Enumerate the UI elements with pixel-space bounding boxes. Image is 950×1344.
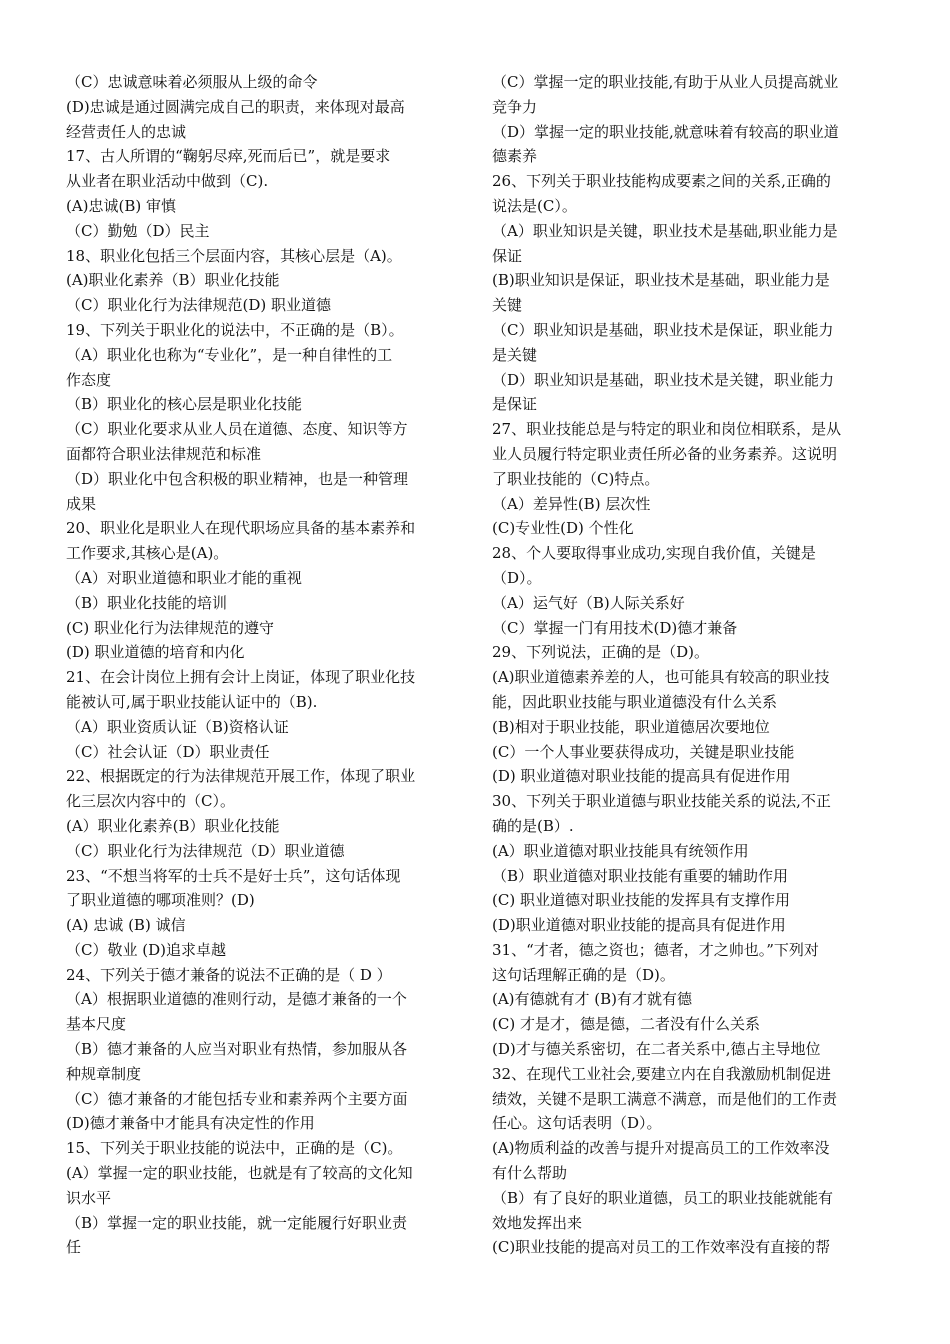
text-line: 30、下列关于职业道德与职业技能关系的说法,不正	[492, 792, 831, 811]
text-line: 关键	[492, 296, 523, 315]
text-line: 绩效，关键不是职工满意不满意，而是他们的工作责	[492, 1089, 838, 1108]
text-line: (D) 职业道德的培育和内化	[66, 643, 245, 662]
text-line: 化三层次内容中的（C）。	[66, 792, 235, 811]
text-line: 作态度	[66, 370, 112, 389]
text-line: (C)专业性(D) 个性化	[492, 519, 634, 538]
text-line: （D）职业知识是基础，职业技术是关键，职业能力	[492, 370, 835, 389]
text-line: （C）掌握一门有用技术(D)德才兼备	[492, 618, 738, 637]
text-line: （A）职业化也称为“专业化”，是一种自律性的工	[66, 345, 393, 364]
text-line: 任	[66, 1238, 82, 1257]
text-line: 27、职业技能总是与特定的职业和岗位相联系，是从	[492, 420, 842, 439]
text-line: （B）德才兼备的人应当对职业有热情，参加服从各	[66, 1040, 408, 1059]
text-line: 28、个人要取得事业成功,实现自我价值，关键是	[492, 544, 816, 563]
text-line: （C）社会认证（D）职业责任	[66, 742, 270, 761]
text-line: (A)物质利益的改善与提升对提高员工的工作效率没	[492, 1139, 830, 1158]
text-line: 从业者在职业活动中做到（C).	[66, 172, 269, 191]
text-line: （D）。	[492, 568, 542, 587]
text-line: 业人员履行特定职业责任所必备的业务素养。这说明	[492, 444, 838, 463]
text-line: 是关键	[492, 345, 538, 364]
text-line: （A）差异性(B) 层次性	[492, 494, 651, 513]
text-line: (C）一个人事业要获得成功，关键是职业技能	[492, 742, 795, 761]
text-line: （B）有了良好的职业道德，员工的职业技能就能有	[492, 1188, 834, 1207]
text-line: (D) 职业道德对职业技能的提高具有促进作用	[492, 767, 791, 786]
text-line: （C）勤勉（D）民主	[66, 221, 210, 240]
text-line: 基本尺度	[66, 1015, 127, 1034]
text-line: 21、在会计岗位上拥有会计上岗证，体现了职业化技	[66, 668, 416, 687]
text-line: 了职业道德的哪项准则？(D)	[66, 891, 255, 910]
text-line: （D）掌握一定的职业技能,就意味着有较高的职业道	[492, 122, 839, 141]
text-line: （C）职业知识是基础，职业技术是保证，职业能力	[492, 320, 834, 339]
text-line: 23、“不想当将军的士兵不是好士兵”，这句话体现	[66, 866, 401, 885]
text-line: 31、“才者，德之资也；德者，才之帅也。”下列对	[492, 940, 819, 959]
text-line: （C）忠诚意味着必须服从上级的命令	[66, 73, 318, 91]
text-line: 18、职业化包括三个层面内容，其核心层是（A)。	[66, 246, 402, 265]
text-line: (C) 职业道德对职业技能的发挥具有支撑作用	[492, 891, 790, 910]
text-line: (A）职业化素养(B）职业化技能	[66, 816, 280, 835]
text-line: 成果	[66, 494, 97, 513]
text-line: （B）职业化的核心层是职业化技能	[66, 395, 303, 414]
text-line: (A)职业化素养（B）职业化技能	[66, 271, 280, 290]
text-line: 能，因此职业技能与职业道德没有什么关系	[492, 692, 778, 711]
text-line: (A)职业道德素养差的人，也可能具有较高的职业技	[492, 668, 830, 687]
text-line: (A）职业道德对职业技能具有统领作用	[492, 841, 749, 860]
text-line: (D)忠诚是通过圆满完成自己的职责，来体现对最高	[66, 97, 405, 116]
text-line: 29、下列说法，正确的是（D)。	[492, 643, 709, 662]
text-line: 17、古人所谓的“鞠躬尽瘁,死而后已”，就是要求	[66, 147, 391, 166]
text-line: 32、在现代工业社会,要建立内在自我激励机制促进	[492, 1064, 831, 1083]
text-line: (A)忠诚(B) 审慎	[66, 196, 177, 215]
text-line: 说法是(C）。	[492, 196, 577, 215]
text-line: 面都符合职业法律规范和标准	[66, 444, 262, 463]
text-line: （A）根据职业道德的准则行动，是德才兼备的一个	[66, 990, 407, 1009]
text-line: （C）职业化行为法律规范（D）职业道德	[66, 841, 345, 860]
text-line: 识水平	[66, 1188, 112, 1207]
text-line: 效地发挥出来	[492, 1213, 583, 1232]
text-line: （D）职业化中包含积极的职业精神，也是一种管理	[66, 469, 409, 488]
text-line: （C）敬业 (D)追求卓越	[66, 940, 226, 959]
text-line: 了职业技能的（C)特点。	[492, 469, 660, 488]
text-line: (D)才与德关系密切，在二者关系中,德占主导地位	[492, 1040, 821, 1059]
text-line: (C) 才是才，德是德，二者没有什么关系	[492, 1015, 760, 1034]
text-line: 保证	[492, 246, 523, 265]
text-line: 20、职业化是职业人在现代职场应具备的基本素养和	[66, 519, 416, 538]
text-line: (D)德才兼备中才能具有决定性的作用	[66, 1114, 315, 1133]
text-line: 是保证	[492, 395, 538, 414]
text-line: 竞争力	[492, 97, 538, 116]
text-line: 15、下列关于职业技能的说法中，正确的是（C)。	[66, 1139, 403, 1158]
text-line: （C）职业化要求从业人员在道德、态度、知识等方	[66, 420, 408, 439]
text-line: (D)职业道德对职业技能的提高具有促进作用	[492, 916, 786, 935]
text-line: （A）职业资质认证（B)资格认证	[66, 717, 289, 736]
text-line: 德素养	[492, 147, 538, 166]
text-line: （B）掌握一定的职业技能，就一定能履行好职业责	[66, 1213, 408, 1232]
text-line: 任心。这句话表明（D）。	[492, 1114, 662, 1133]
text-line: 有什么帮助	[492, 1164, 568, 1183]
text-line: 确的是(B）.	[492, 816, 574, 835]
text-line: （B）职业化技能的培训	[66, 593, 228, 612]
text-line: （C）掌握一定的职业技能,有助于从业人员提高就业	[492, 73, 839, 91]
text-line: （A）对职业道德和职业才能的重视	[66, 568, 302, 587]
left-column	[66, 70, 471, 1260]
text-line: （C）职业化行为法律规范(D) 职业道德	[66, 296, 331, 315]
text-line: (A）掌握一定的职业技能，也就是有了较高的文化知	[66, 1164, 413, 1183]
text-line: 经营责任人的忠诚	[66, 122, 187, 141]
text-line: 种规章制度	[66, 1064, 142, 1083]
text-line: (B)相对于职业技能，职业道德居次要地位	[492, 717, 770, 736]
text-line: (A) 忠诚 (B) 诚信	[66, 916, 186, 935]
text-line: 能被认可,属于职业技能认证中的（B).	[66, 692, 318, 711]
text-line: 26、下列关于职业技能构成要素之间的关系,正确的	[492, 172, 831, 191]
text-line: （A）运气好（B)人际关系好	[492, 593, 685, 612]
text-line: （C）德才兼备的才能包括专业和素养两个主要方面	[66, 1089, 408, 1108]
text-line: (C) 职业化行为法律规范的遵守	[66, 618, 274, 637]
text-line: 22、根据既定的行为法律规范开展工作，体现了职业	[66, 767, 416, 786]
text-line: (B)职业知识是保证，职业技术是基础，职业能力是	[492, 271, 830, 290]
text-line: 这句话理解正确的是（D)。	[492, 965, 675, 984]
text-line: (A)有德就有才 (B)有才就有德	[492, 990, 693, 1009]
text-line: 24、下列关于德才兼备的说法不正确的是（ D ）	[66, 965, 392, 984]
text-line: （B）职业道德对职业技能有重要的辅助作用	[492, 866, 789, 885]
text-line: （A）职业知识是关键，职业技术是基础,职业能力是	[492, 221, 838, 240]
text-line: 工作要求,其核心是(A)。	[66, 544, 229, 563]
text-line: 19、下列关于职业化的说法中，不正确的是（B）。	[66, 320, 404, 339]
right-column	[492, 70, 897, 1260]
text-line: (C)职业技能的提高对员工的工作效率没有直接的帮	[492, 1238, 831, 1257]
